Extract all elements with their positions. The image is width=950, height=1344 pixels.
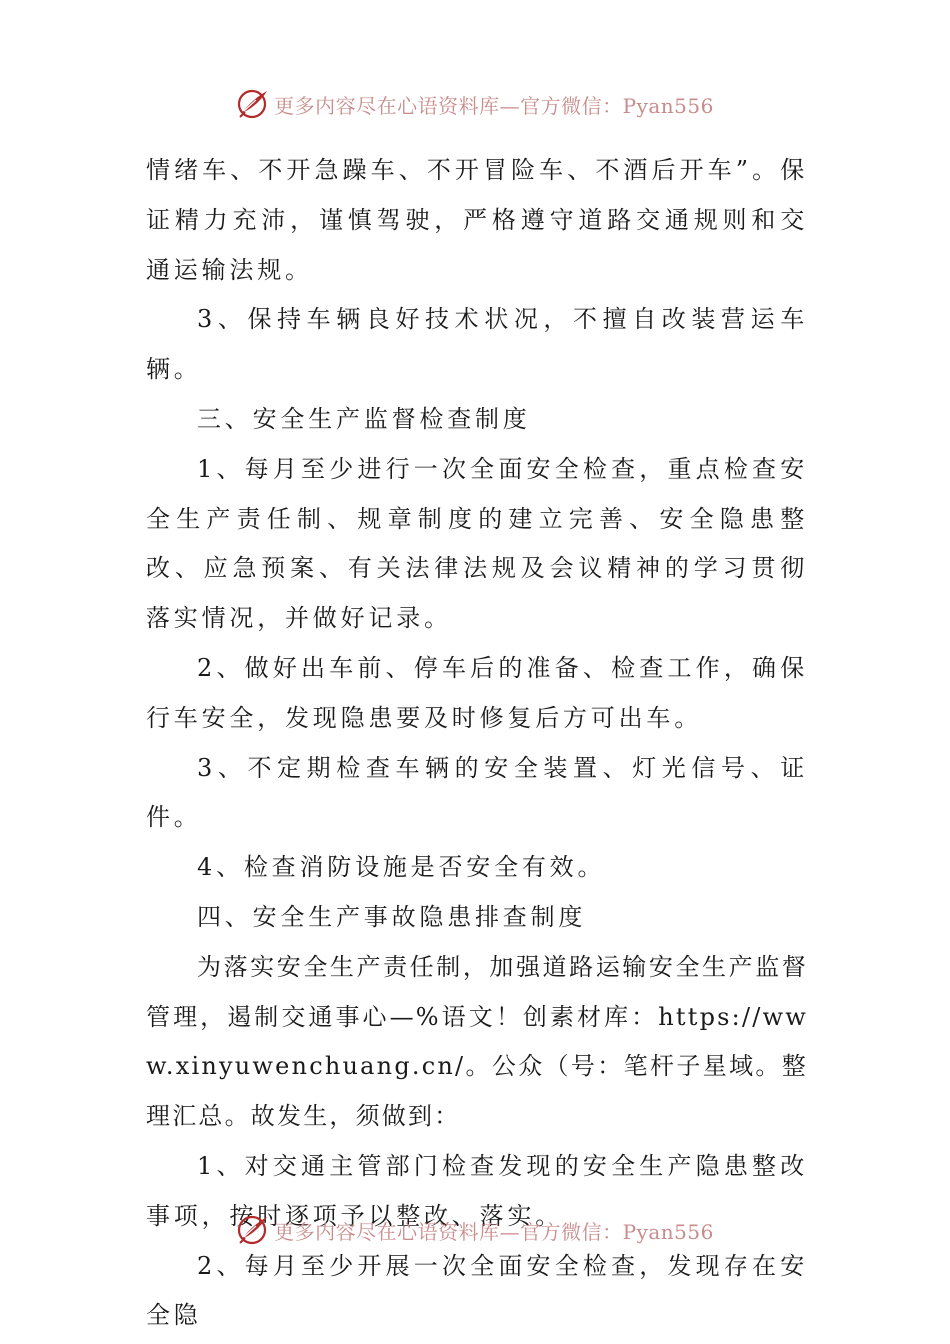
paragraph: 1、对交通主管部门检查发现的安全生产隐患整改事项，按时逐项予以整改、落实。 (146, 1151, 808, 1230)
paragraph: 为落实安全生产责任制，加强道路运输安全生产监督管理，遏制交通事心—%语文！创素材库：https://www.xinyuwenchuang.cn/。公众（号：笔杆子星域。整理汇总。故发生，须做到： (146, 952, 808, 1131)
paragraph: 3、不定期检查车辆的安全装置、灯光信号、证件。 (146, 753, 808, 832)
section-heading: 四、安全生产事故隐患排查制度 (197, 902, 587, 931)
paragraph: 2、做好出车前、停车后的准备、检查工作，确保行车安全，发现隐患要及时修复后方可出车。 (146, 653, 808, 732)
paragraph: 1、每月至少进行一次全面安全检查，重点检查安全生产责任制、规章制度的建立完善、安全隐患整改、应急预案、有关法律法规及会议精神的学习贯彻落实情况，并做好记录。 (146, 454, 808, 633)
quill-logo-icon (236, 1213, 270, 1247)
document-body (146, 146, 808, 1341)
paragraph: 2、每月至少开展一次全面安全检查，发现存在安全隐 (146, 1251, 808, 1330)
section-heading: 三、安全生产监督检查制度 (197, 404, 531, 433)
quill-logo-icon (236, 87, 270, 121)
footer-watermark (0, 1210, 950, 1250)
paragraph: 3、保持车辆良好技术状况，不擅自改装营运车辆。 (146, 305, 808, 384)
footer-watermark-text: 更多内容尽在心语资料库—官方微信：Pyan556 (274, 1219, 714, 1244)
paragraph: 4、检查消防设施是否安全有效。 (197, 853, 606, 882)
header-watermark (0, 84, 950, 124)
header-watermark-text: 更多内容尽在心语资料库—官方微信：Pyan556 (274, 93, 714, 118)
paragraph: 情绪车、不开急躁车、不开冒险车、不酒后开车”。保证精力充沛，谨慎驾驶，严格遵守道路交通规则和交通运输法规。 (146, 156, 808, 284)
